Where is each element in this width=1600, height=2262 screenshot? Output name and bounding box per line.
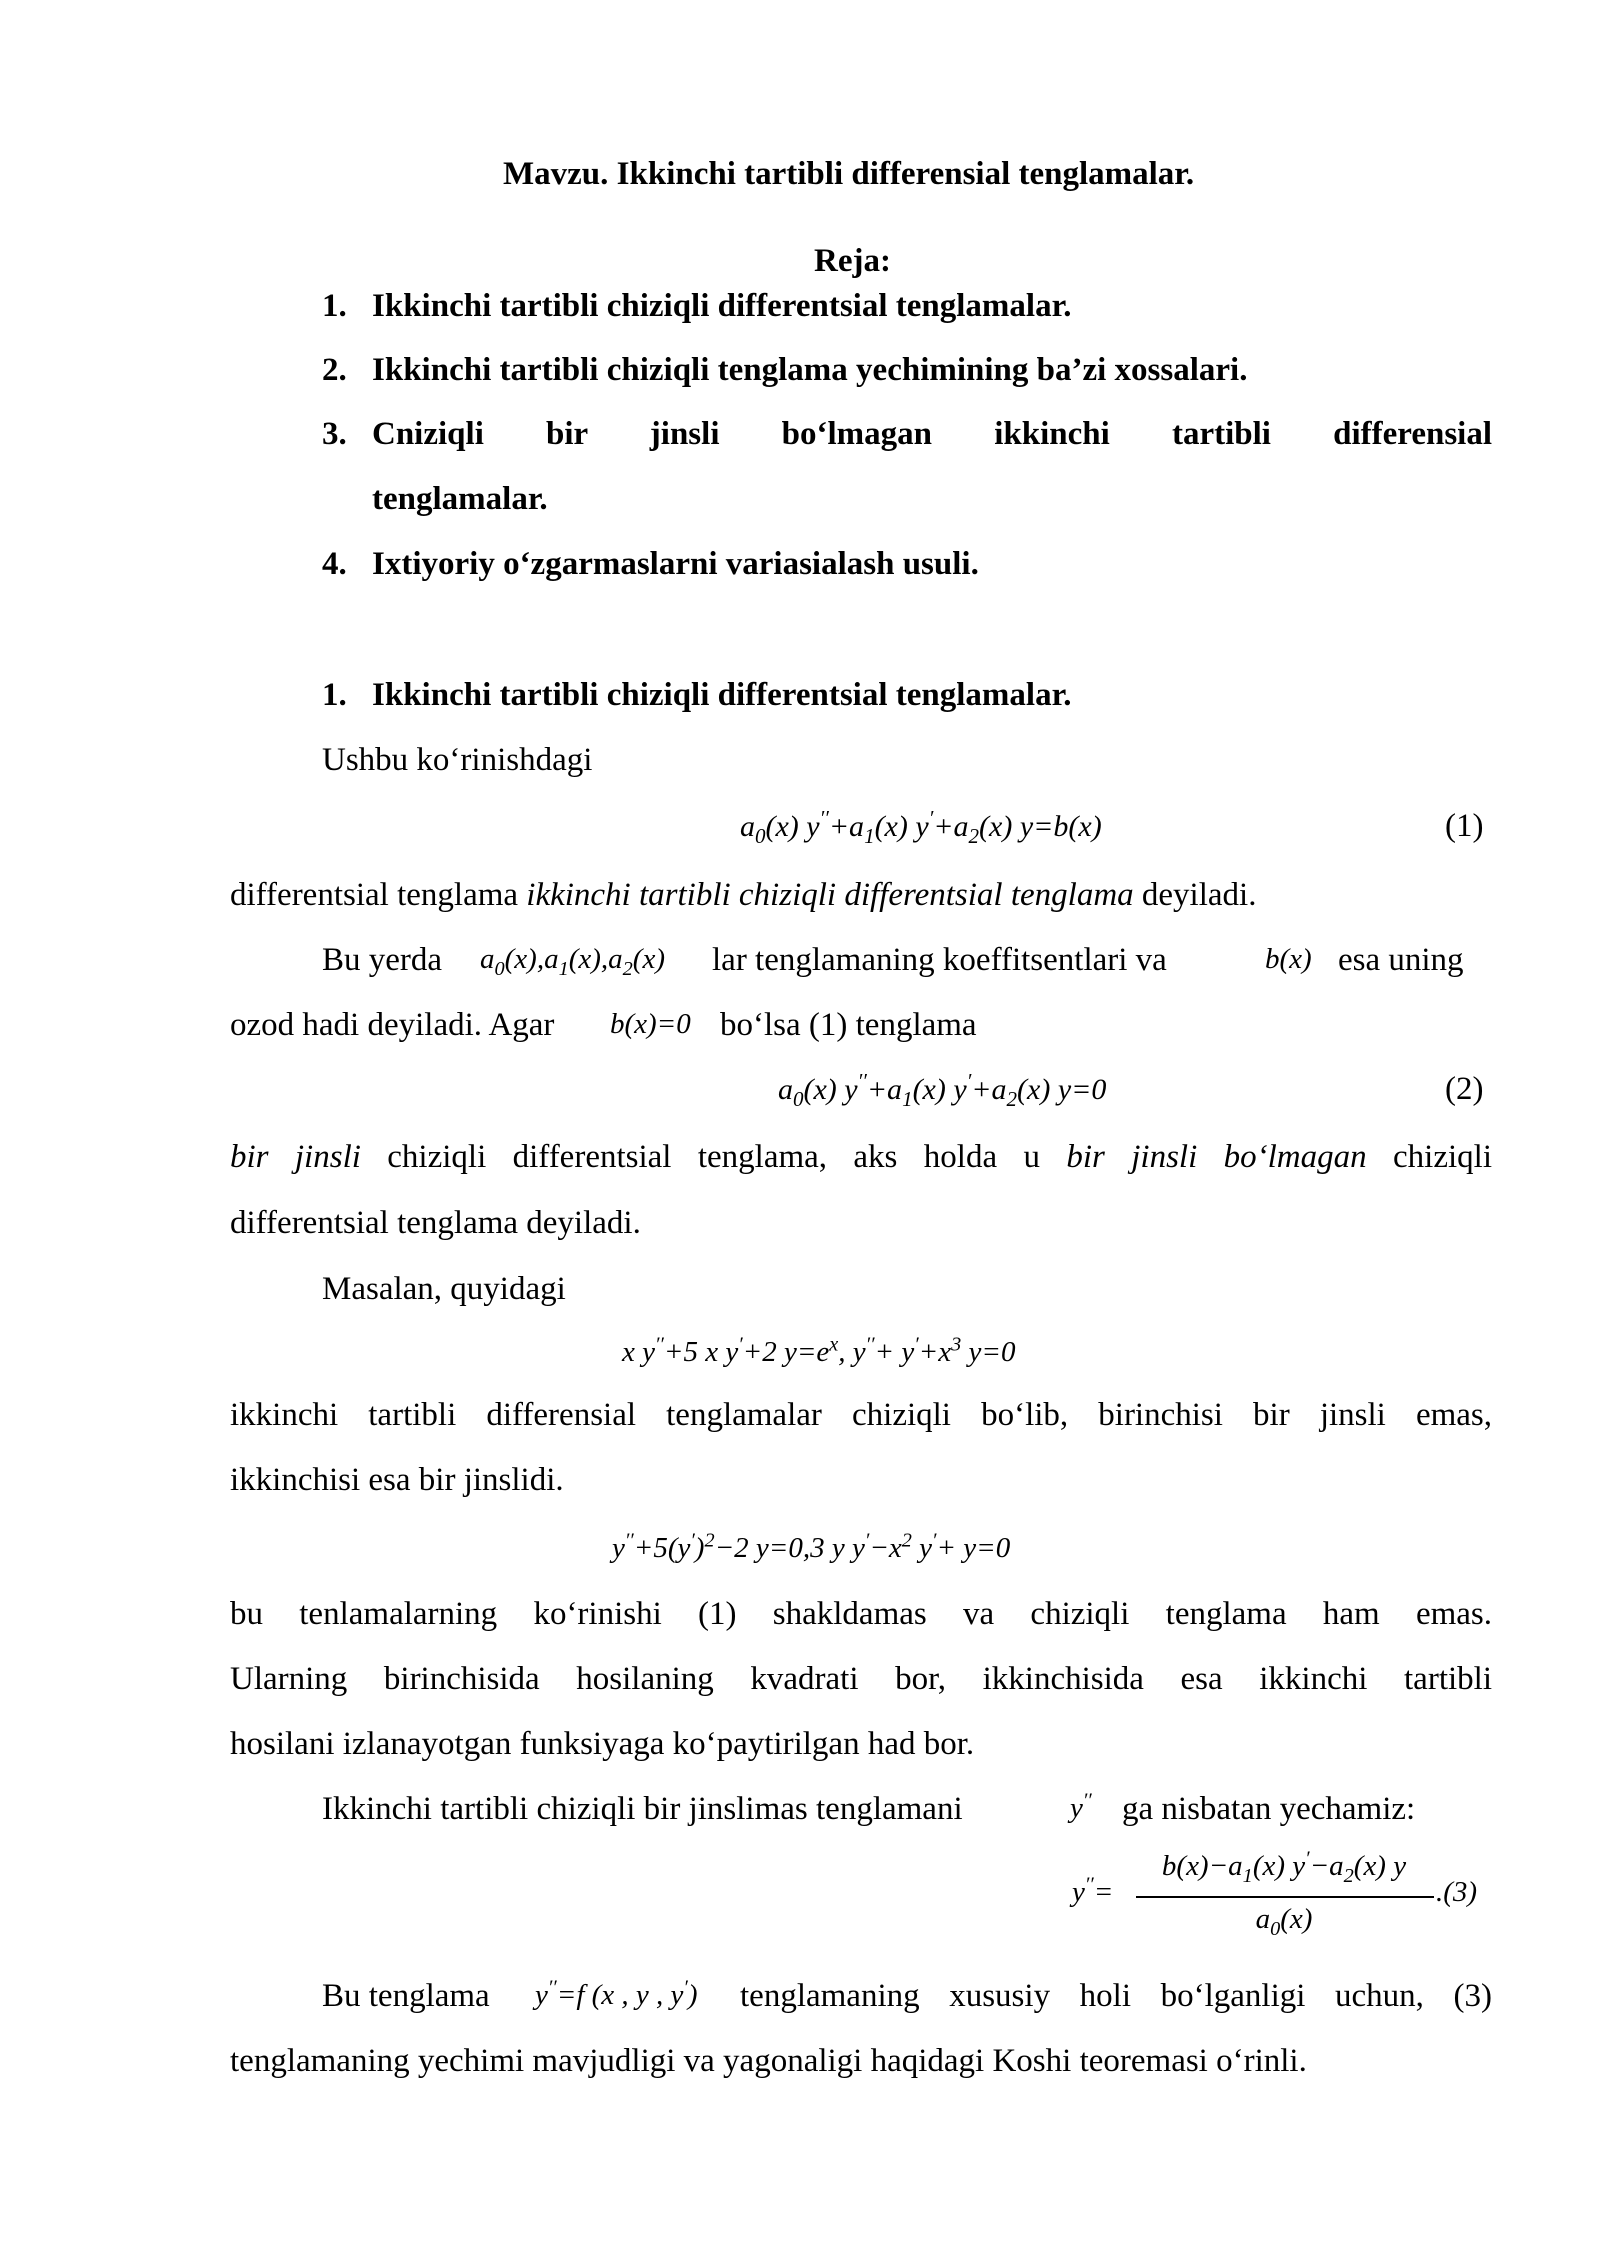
paragraph-nonlinear: bu tenlamalarning ko‘rinishi (1) shakldamas va chiziqli tenglama ham emas. <box>230 1596 1492 1632</box>
section-number: 1. <box>322 677 347 713</box>
nonlinear-equations: $y''+5(y')^2-2$ y=0,3 y $y'-x^2$ y′+ y=0 <box>612 1529 1011 1564</box>
paragraph-solve-end: ga nisbatan yechamiz: <box>1122 1791 1416 1827</box>
plan-item-number: 1. <box>322 288 347 324</box>
plan-heading: Reja: <box>814 243 891 279</box>
second-derivative-symbol: y′′ <box>1070 1789 1092 1824</box>
paragraph-homogeneous: bir jinsli chiziqli differentsial tenglama, aks holda u bir jinsli bo‘lmagan chiziqli <box>230 1139 1492 1175</box>
paragraph-nonlinear-end: hosilani izlanayotgan funksiyaga ko‘paytirilgan had bor. <box>230 1726 975 1762</box>
paragraph-definition: differentsial tenglama ikkinchi tartibli chiziqli differentsial tenglama deyiladi. <box>230 877 1257 913</box>
plan-item: Ikkinchi tartibli chiziqli tenglama yechimining ba’zi xossalari. <box>372 352 1248 388</box>
paragraph-coefficients-start: Bu yerda <box>322 942 443 978</box>
paragraph-homogeneous-end: differentsial tenglama deyiladi. <box>230 1205 641 1241</box>
equation-number-1: (1) <box>1445 808 1484 844</box>
free-term-formula: b(x) <box>1265 943 1312 975</box>
paragraph-free-term: ozod hadi deyiladi. Agar <box>230 1007 555 1043</box>
equation-1: $a_0(x)$ $y''+a_1(x)$ $y'+a_2(x)$ y=b(x) <box>740 806 1102 848</box>
page-title: Mavzu. Ikkinchi tartibli differensial tenglamalar. <box>503 156 1195 192</box>
equation-3-numerator: $b(x)-a_1(x)$ $y'-a_2(x)$ y <box>1161 1847 1407 1887</box>
general-equation-formula: y′′=f (x , y , y′) <box>535 1976 698 2011</box>
equation-3-number: .(3) <box>1436 1876 1478 1908</box>
paragraph-nonlinear: Ularning birinchisida hosilaning kvadrati bor, ikkinchisida esa ikkinchi tartibli <box>230 1661 1492 1697</box>
equation-3-fraction-bar <box>1136 1896 1434 1898</box>
plan-item-continuation: tenglamalar. <box>372 481 548 517</box>
paragraph-example: Masalan, quyidagi <box>322 1271 566 1307</box>
paragraph-example-explanation-end: ikkinchisi esa bir jinslidi. <box>230 1462 564 1498</box>
plan-item: Cniziqli bir jinsli bo‘lmagan ikkinchi tartibli differensial <box>372 416 1492 452</box>
section-title: Ikkinchi tartibli chiziqli differentsial tenglamalar. <box>372 677 1072 713</box>
paragraph-free-term-end: bo‘lsa (1) tenglama <box>720 1007 977 1043</box>
paragraph-cauchy-end: tenglamaning yechimi mavjudligi va yagonaligi haqidagi Koshi teoremasi o‘rinli. <box>230 2043 1307 2079</box>
equation-3-lhs: y′′= <box>1072 1873 1114 1908</box>
plan-item-number: 3. <box>322 416 347 452</box>
example-equations: x y′′+5 x y′+2 $y=e^x$, $y''+ y'+x^3$ y=0 <box>622 1333 1016 1368</box>
paragraph-solve: Ikkinchi tartibli chiziqli bir jinslimas tenglamani <box>322 1791 963 1827</box>
paragraph-intro: Ushbu ko‘rinishdagi <box>322 742 593 778</box>
equation-3-denominator: $a_0(x)$ <box>1255 1903 1313 1940</box>
paragraph-cauchy-start: Bu tenglama <box>322 1978 490 2014</box>
paragraph-cauchy-mid: tenglamaning xususiy holi bo‘lganligi uchun, (3) <box>740 1978 1492 2014</box>
equation-2: $a_0(x)$ $y''+a_1(x)$ $y'+a_2(x)$ y=0 <box>778 1069 1107 1111</box>
paragraph-coefficients-mid: lar tenglamaning koeffitsentlari va <box>712 942 1167 978</box>
paragraph-example-explanation: ikkinchi tartibli differensial tenglamalar chiziqli bo‘lib, birinchisi bir jinsli emas, <box>230 1397 1492 1433</box>
free-term-zero-formula: b(x)=0 <box>610 1008 691 1040</box>
plan-item-number: 4. <box>322 546 347 582</box>
plan-item-number: 2. <box>322 352 347 388</box>
plan-item: Ixtiyoriy o‘zgarmaslarni variasialash usuli. <box>372 546 979 582</box>
plan-item: Ikkinchi tartibli chiziqli differentsial tenglamalar. <box>372 288 1072 324</box>
paragraph-coefficients-end: esa uning <box>1338 942 1464 978</box>
equation-number-2: (2) <box>1445 1071 1484 1107</box>
coefficients-formula: $a_0(x),a_1(x),a_2(x)$ <box>480 943 665 980</box>
